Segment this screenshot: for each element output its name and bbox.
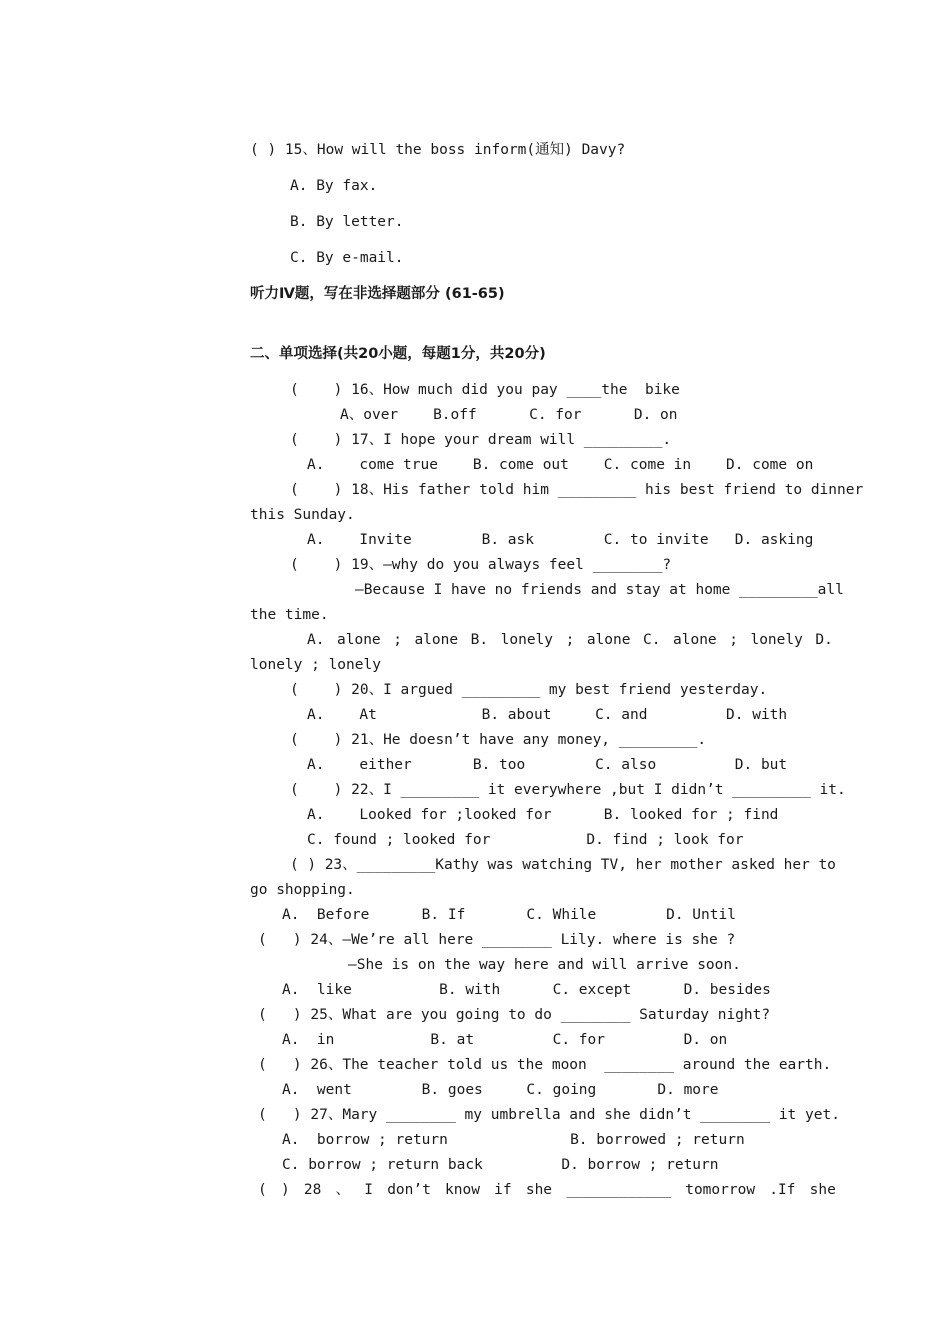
- question-27-options-cd: C. borrow ; return back D. borrow ; return: [282, 1157, 719, 1173]
- question-23-stem: ( ) 23、_________Kathy was watching TV, her mother asked her to: [290, 857, 836, 873]
- question-26-stem: ( ) 26、The teacher told us the moon ________ around the earth.: [258, 1057, 832, 1073]
- section-2-title: 二、单项选择(共20小题，每题1分，共20分): [250, 346, 546, 362]
- question-23-options: A. Before B. If C. While D. Until: [282, 907, 736, 923]
- question-28-stem: ( ) 28 、 I don’t know if she ____________ tomorrow .If she: [258, 1182, 836, 1198]
- question-24-stem: ( ) 24、—We’re all here ________ Lily. where is she ?: [258, 932, 736, 948]
- question-24-options: A. like B. with C. except D. besides: [282, 982, 771, 998]
- question-22-options-ab: A. Looked for ;looked for B. looked for ; find: [307, 807, 779, 823]
- question-20-stem: ( ) 20、I argued _________ my best friend yesterday.: [290, 682, 768, 698]
- question-18-stem: ( ) 18、His father told him _________ his best friend to dinner: [290, 482, 864, 498]
- question-15-option-c: C. By e-mail.: [290, 250, 404, 266]
- question-20-options: A. At B. about C. and D. with: [307, 707, 788, 723]
- question-17-options: A. come true B. come out C. come in D. come on: [307, 457, 814, 473]
- question-21-options: A. either B. too C. also D. but: [307, 757, 788, 773]
- question-22-options-cd: C. found ; looked for D. find ; look for: [307, 832, 744, 848]
- question-18-options: A. Invite B. ask C. to invite D. asking: [307, 532, 814, 548]
- question-21-stem: ( ) 21、He doesn’t have any money, _________.: [290, 732, 707, 748]
- question-17-stem: ( ) 17、I hope your dream will _________.: [290, 432, 672, 448]
- question-19-options: A. alone ; alone B. lonely ; alone C. alone ; lonely D.: [307, 632, 833, 648]
- question-24-reply: —She is on the way here and will arrive soon.: [348, 957, 741, 973]
- question-19-reply-continued: the time.: [250, 607, 329, 623]
- question-15-option-b: B. By letter.: [290, 214, 404, 230]
- question-27-options-ab: A. borrow ; return B. borrowed ; return: [282, 1132, 745, 1148]
- question-27-stem: ( ) 27、Mary ________ my umbrella and she didn’t ________ it yet.: [258, 1107, 840, 1123]
- question-16-options: A、over B.off C. for D. on: [340, 407, 678, 423]
- question-25-options: A. in B. at C. for D. on: [282, 1032, 728, 1048]
- question-16-stem: ( ) 16、How much did you pay ____the bike: [290, 382, 680, 398]
- question-15-stem: ( ) 15、How will the boss inform(通知) Davy?: [250, 142, 626, 158]
- question-19-stem: ( ) 19、—why do you always feel ________?: [290, 557, 672, 573]
- question-25-stem: ( ) 25、What are you going to do ________ Saturday night?: [258, 1007, 771, 1023]
- question-19-options-continued: lonely ; lonely: [250, 657, 381, 673]
- question-26-options: A. went B. goes C. going D. more: [282, 1082, 719, 1098]
- question-23-stem-continued: go shopping.: [250, 882, 355, 898]
- question-22-stem: ( ) 22、I _________ it everywhere ,but I didn’t _________ it.: [290, 782, 846, 798]
- question-19-reply: —Because I have no friends and stay at home _________all: [355, 582, 844, 598]
- question-15-option-a: A. By fax.: [290, 178, 378, 194]
- question-18-stem-continued: this Sunday.: [250, 507, 355, 523]
- listening-note: 听力Ⅳ题，写在非选择题部分 (61-65): [250, 286, 505, 302]
